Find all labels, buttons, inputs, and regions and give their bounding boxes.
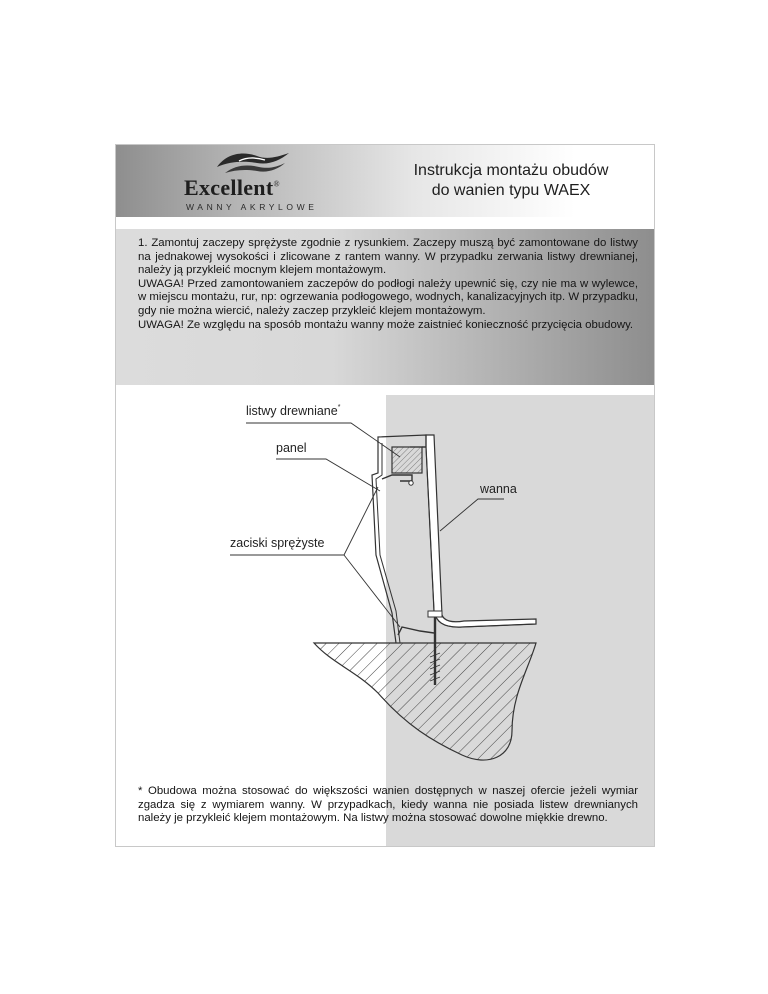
label-panel: panel [276,441,307,455]
wooden-strip [392,447,422,473]
floor-bolt-nut [428,611,442,617]
wave-logo-icon [213,151,293,177]
label-zaciski-sprezyste: zaciski sprężyste [230,536,325,550]
brand-tagline: WANNY AKRYLOWE [186,202,318,212]
clip-screw-top [409,481,413,485]
label-listwy-drewniane: listwy drewniane* [246,404,341,418]
diagram-area [116,395,655,847]
leader-listwy [246,423,400,457]
leader-panel [276,459,380,491]
header-banner [116,145,655,217]
instructions-box [116,229,655,385]
title-line-1: Instrukcja montażu obudów [413,162,609,179]
title-line-2: do wanien typu WAEX [431,182,591,199]
warning-pipes: UWAGA! Przed zamontowaniem zaczepów do podłogi należy upewnić się, czy nie ma w wylewce, w miejscu montażu, rur, np: ogrzewania podłogowego, wodnych, kanalizacyjnych itp. W przypadku, gdy nie można wiercić, należy zaczep przykleić klejem montażowym. [138,277,638,317]
instruction-step-1: 1. Zamontuj zaczepy sprężyste zgodnie z rysunkiem. Zaczepy muszą być zamontowane do listwy na jednakowej wysokości i zlicowane z rantem wanny. W przypadku zerwania listwy drewnianej, należy ją przykleić mocnym klejem montażowym. [138,237,638,277]
footnote: * Obudowa można stosować do większości wanien dostępnych w naszej ofercie jeżeli wymiar zgadza się z wymiarem wanny. W przypadkach, kiedy wanna nie posiada listew drewnianych należy je przykleić klejem montażowym. Na listwy można stosować dowolne miękkie drewno. [138,785,638,825]
instruction-sheet [115,144,655,847]
label-asterisk: * [337,404,341,411]
label-wanna: wanna [480,482,517,496]
mounting-diagram [116,395,655,847]
document-title [396,161,626,201]
warning-cutting: UWAGA! Ze względu na sposób montażu wanny może zaistnieć konieczność przycięcia obudowy. [138,318,634,331]
brand-name: Excellent® [184,175,280,200]
instructions-text [138,237,638,332]
registered-mark: ® [273,179,280,189]
